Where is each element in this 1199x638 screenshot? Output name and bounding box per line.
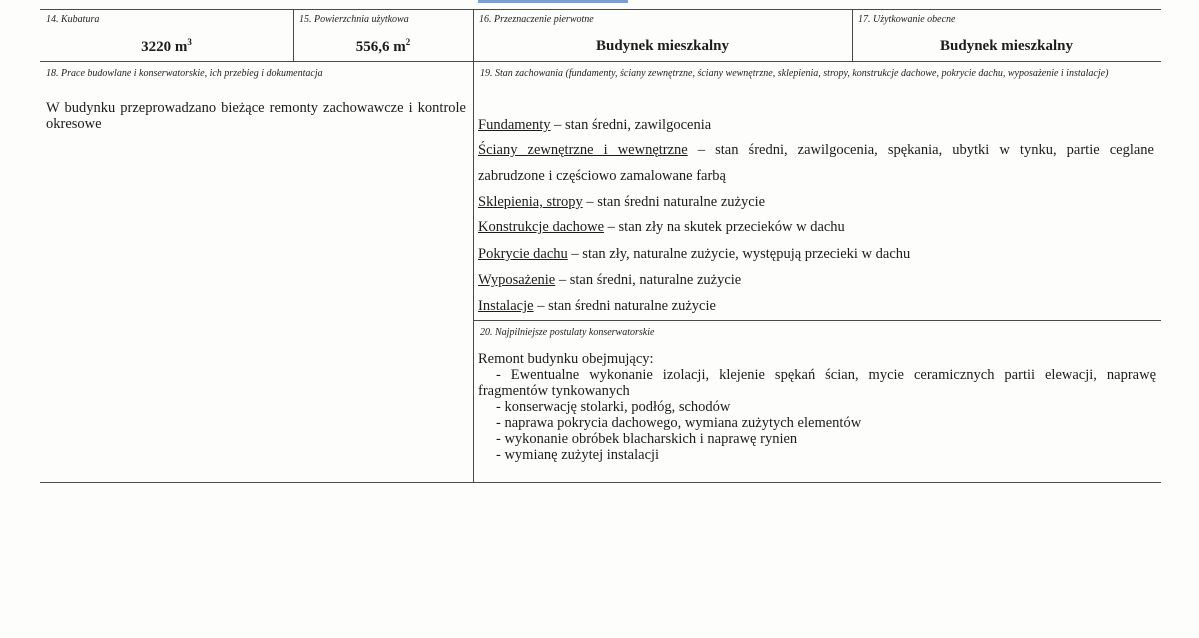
condition-item-text: – stan średni naturalne zużycie [582, 194, 766, 210]
section-19-bottom-border [473, 320, 1161, 321]
postulates-intro: Remont budynku obejmujący: [478, 351, 654, 367]
przeznaczenie-value: Budynek mieszkalny [596, 38, 729, 54]
condition-item-text: – stan zły, naturalne zużycie, występują przecieki w dachu [567, 246, 911, 262]
kubatura-value-text: 3220 m [141, 39, 188, 55]
works-caption: 18. Prace budowlane i konserwatorskie, ich przebieg i dokumentacja [46, 68, 323, 79]
postulates-caption: 20. Najpilniejsze postulaty konserwatorskie [480, 327, 655, 338]
condition-caption: 19. Stan zachowania (fundamenty, ściany zewnętrzne, ściany wewnętrzne, sklepienia, stropy, konstrukcje dachowe, pokrycie dachu, wyposażenie i instalacje) [480, 68, 1109, 79]
uzytkowanie-value: Budynek mieszkalny [940, 38, 1073, 54]
condition-item-text: – stan średni, naturalne zużycie [555, 272, 742, 288]
condition-item-label: Wyposażenie [478, 272, 556, 288]
top-blue-strip [478, 0, 628, 3]
condition-item-sciany [478, 141, 1154, 159]
condition-item-label: Ściany zewnętrzne i wewnętrzne [478, 142, 688, 158]
uzytkowanie-caption: 17. Użytkowanie obecne [858, 14, 956, 25]
condition-item-konstrukcje [478, 218, 1154, 236]
condition-item-sciany-continuation: zabrudzone i częściowo zamalowane farbą [478, 168, 726, 184]
postulates-line: - konserwację stolarki, podłóg, schodów [496, 399, 731, 415]
condition-item-text: – stan średni, zawilgocenia, spękania, ubytki w tynku, partie ceglane [687, 142, 1154, 158]
kubatura-caption: 14. Kubatura [46, 14, 100, 25]
kubatura-unit-exponent: 3 [187, 37, 192, 47]
condition-item-wyposazenie [478, 271, 1154, 289]
condition-item-label: Konstrukcje dachowe [478, 219, 605, 235]
powierzchnia-value-text: 556,6 m [355, 39, 406, 55]
condition-item-text: – stan średni naturalne zużycie [533, 298, 716, 314]
postulates-list [478, 351, 1156, 463]
header-row-bottom-border [40, 61, 1161, 62]
powierzchnia-caption: 15. Powierzchnia użytkowa [299, 14, 409, 25]
condition-item-text: – stan średni, zawilgocenia [550, 117, 712, 133]
postulates-line: - naprawa pokrycia dachowego, wymiana zużytych elementów [496, 415, 862, 431]
kubatura-value [40, 37, 293, 56]
powierzchnia-unit-exponent: 2 [405, 37, 411, 47]
condition-item-label: Sklepienia, stropy [478, 194, 583, 210]
postulates-line: - wymianę zużytej instalacji [496, 447, 660, 463]
table-top-border [40, 9, 1161, 10]
condition-item-fundamenty [478, 116, 1154, 134]
postulates-line: - wykonanie obróbek blacharskich i naprawę rynien [496, 431, 798, 447]
postulates-line: fragmentów tynkowanych [478, 383, 630, 399]
condition-item-label: Fundamenty [478, 117, 551, 133]
postulates-line: - Ewentualne wykonanie izolacji, klejenie spękań ścian, mycie ceramicznych partii elewacji, naprawę [496, 367, 1156, 383]
condition-item-label: Pokrycie dachu [478, 246, 568, 262]
condition-item-label: Instalacje [478, 298, 534, 314]
works-text: W budynku przeprowadzano bieżące remonty zachowawcze i kontrole okresowe [46, 100, 466, 132]
condition-item-pokrycie [478, 245, 1154, 263]
przeznaczenie-caption: 16. Przeznaczenie pierwotne [479, 14, 594, 25]
col-divider-2 [473, 9, 474, 483]
powierzchnia-value [293, 37, 473, 56]
table-bottom-border [40, 482, 1161, 483]
condition-item-sklepienia [478, 193, 1154, 211]
condition-item-text: – stan zły na skutek przecieków w dachu [604, 219, 845, 235]
condition-item-instalacje [478, 297, 1154, 315]
